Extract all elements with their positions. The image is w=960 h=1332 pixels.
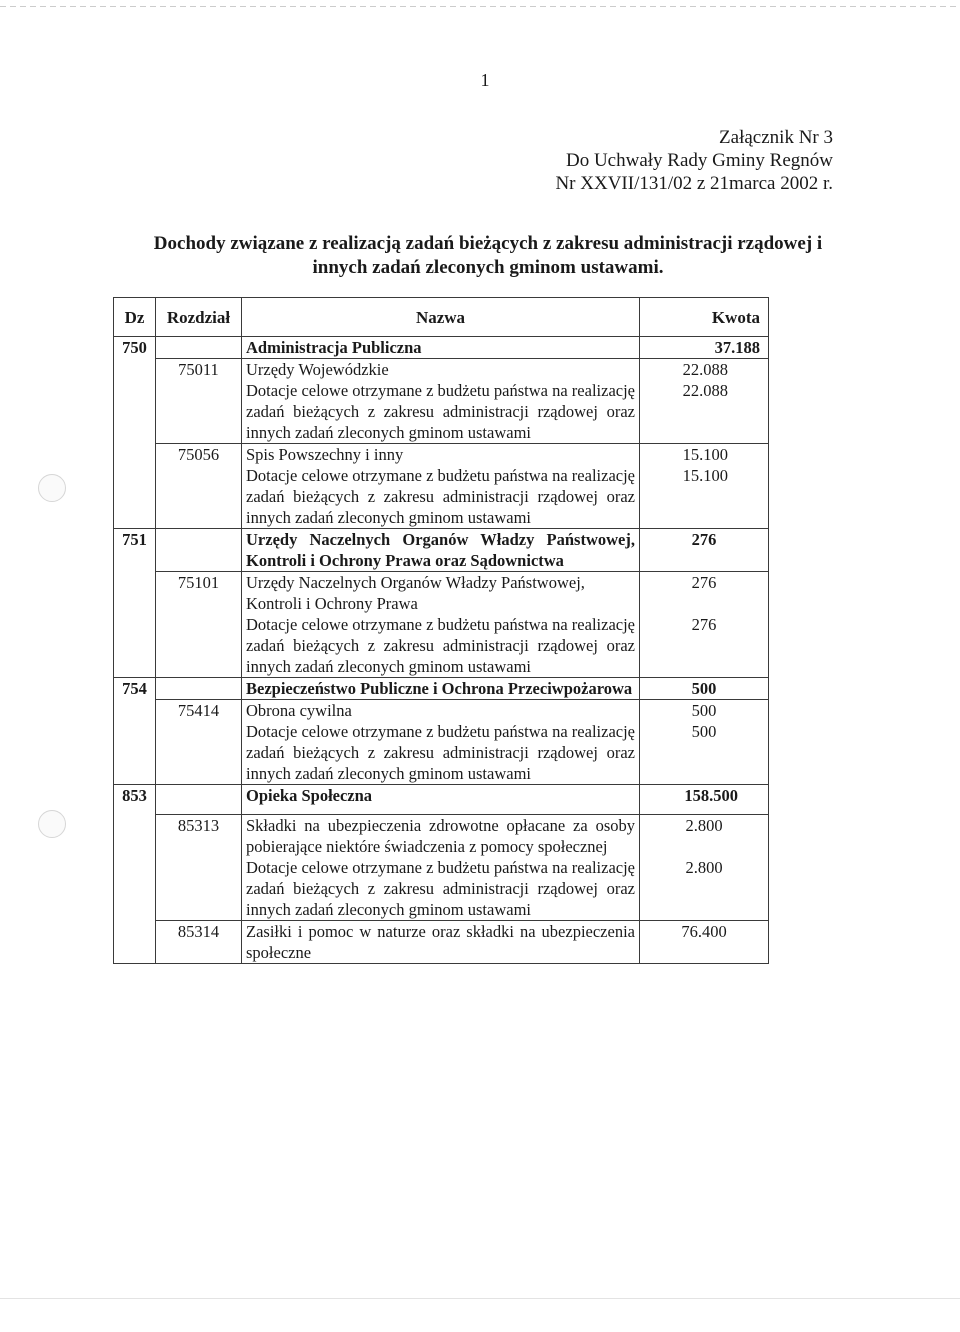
section-dz: 754 bbox=[114, 678, 156, 700]
subsection-row-75011 bbox=[114, 359, 769, 381]
rozdzial-empty bbox=[156, 721, 242, 785]
section-rozdzial-empty bbox=[156, 785, 242, 807]
nazwa-empty bbox=[242, 806, 640, 814]
dz-empty bbox=[114, 721, 156, 785]
rozdzial-empty bbox=[156, 806, 242, 814]
dotacje-text: Dotacje celowe otrzymane z budżetu państwa na realizację zadań bieżących z zakresu administracji rządowej oraz innych zadań zleconych gminom ustawami bbox=[242, 857, 640, 921]
sub-rozdzial: 75101 bbox=[156, 572, 242, 615]
header-kwota: Kwota bbox=[640, 298, 769, 337]
dotacje-text: Dotacje celowe otrzymane z budżetu państwa na realizację zadań bieżących z zakresu administracji rządowej oraz innych zadań zleconych gminom ustawami bbox=[242, 380, 640, 444]
dotacje-kwota: 2.800 bbox=[640, 857, 769, 921]
sub-nazwa: Obrona cywilna bbox=[242, 700, 640, 722]
rozdzial-empty bbox=[156, 614, 242, 678]
section-row-751 bbox=[114, 529, 769, 572]
sub-kwota: 22.088 bbox=[640, 359, 769, 381]
spacer-row bbox=[114, 806, 769, 814]
sub-nazwa: Zasiłki i pomoc w naturze oraz składki na ubezpieczenia społeczne bbox=[242, 920, 640, 963]
kwota-empty bbox=[640, 806, 769, 814]
sub-nazwa: Spis Powszechny i inny bbox=[242, 444, 640, 466]
rozdzial-empty bbox=[156, 380, 242, 444]
dz-empty bbox=[114, 806, 156, 814]
punch-hole-bottom bbox=[38, 810, 66, 838]
dz-empty bbox=[114, 572, 156, 615]
sub-rozdzial: 75011 bbox=[156, 359, 242, 381]
sub-rozdzial: 85314 bbox=[156, 920, 242, 963]
dotacje-row bbox=[114, 614, 769, 678]
sub-kwota: 15.100 bbox=[640, 444, 769, 466]
dz-empty bbox=[114, 857, 156, 921]
punch-hole-top bbox=[38, 474, 66, 502]
dz-empty bbox=[114, 359, 156, 381]
subsection-row-75414 bbox=[114, 700, 769, 722]
section-dz: 750 bbox=[114, 337, 156, 359]
section-rozdzial-empty bbox=[156, 337, 242, 359]
dotacje-kwota: 22.088 bbox=[640, 380, 769, 444]
dz-empty bbox=[114, 444, 156, 466]
attachment-line-2: Do Uchwały Rady Gminy Regnów bbox=[565, 150, 833, 171]
sub-rozdzial: 75056 bbox=[156, 444, 242, 466]
section-rozdzial-empty bbox=[156, 529, 242, 572]
dz-empty bbox=[114, 465, 156, 529]
dotacje-row bbox=[114, 721, 769, 785]
dotacje-kwota: 15.100 bbox=[640, 465, 769, 529]
section-dz: 853 bbox=[114, 785, 156, 807]
sub-rozdzial: 85313 bbox=[156, 814, 242, 857]
section-nazwa: Bezpieczeństwo Publiczne i Ochrona Przeciwpożarowa bbox=[242, 678, 640, 700]
rozdzial-empty bbox=[156, 857, 242, 921]
subsection-row-75101 bbox=[114, 572, 769, 615]
section-kwota: 500 bbox=[640, 678, 769, 700]
section-row-754 bbox=[114, 678, 769, 700]
header-dz: Dz bbox=[114, 298, 156, 337]
title-line-2: innych zadań zleconych gminom ustawami. bbox=[312, 257, 664, 278]
title-line-1: Dochody związane z realizacją zadań bieżących z zakresu administracji rządowej i bbox=[153, 233, 823, 254]
section-kwota: 276 bbox=[640, 529, 769, 572]
subsection-row-85313 bbox=[114, 814, 769, 857]
dotacje-text: Dotacje celowe otrzymane z budżetu państwa na realizację zadań bieżących z zakresu administracji rządowej oraz innych zadań zleconych gminom ustawami bbox=[242, 721, 640, 785]
dotacje-row bbox=[114, 380, 769, 444]
dotacje-text: Dotacje celowe otrzymane z budżetu państwa na realizację zadań bieżących z zakresu administracji rządowej oraz innych zadań zleconych gminom ustawami bbox=[242, 465, 640, 529]
table-header-row bbox=[114, 298, 769, 337]
section-nazwa: Urzędy Naczelnych Organów Władzy Państwowej, Kontroli i Ochrony Prawa oraz Sądownictwa bbox=[242, 529, 640, 572]
dz-empty bbox=[114, 614, 156, 678]
dotacje-text: Dotacje celowe otrzymane z budżetu państwa na realizację zadań bieżących z zakresu administracji rządowej oraz innych zadań zleconych gminom ustawami bbox=[242, 614, 640, 678]
dotacje-kwota: 500 bbox=[640, 721, 769, 785]
header-nazwa: Nazwa bbox=[242, 298, 640, 337]
subsection-row-85314 bbox=[114, 920, 769, 963]
dz-empty bbox=[114, 700, 156, 722]
dotacje-row bbox=[114, 857, 769, 921]
sub-kwota: 76.400 bbox=[640, 920, 769, 963]
section-nazwa: Administracja Publiczna bbox=[242, 337, 640, 359]
section-row-853 bbox=[114, 785, 769, 807]
dz-empty bbox=[114, 814, 156, 857]
sub-nazwa: Składki na ubezpieczenia zdrowotne opłacane za osoby pobierające niektóre świadczenia z pomocy społecznej bbox=[242, 814, 640, 857]
sub-rozdzial: 75414 bbox=[156, 700, 242, 722]
dotacje-row bbox=[114, 465, 769, 529]
subsection-row-75056 bbox=[114, 444, 769, 466]
page-number: 1 bbox=[480, 70, 490, 90]
dotacje-kwota: 276 bbox=[640, 614, 769, 678]
section-rozdzial-empty bbox=[156, 678, 242, 700]
sub-nazwa: Urzędy Naczelnych Organów Władzy Państwowej, Kontroli i Ochrony Prawa bbox=[242, 572, 640, 615]
page-top-edge bbox=[0, 6, 960, 7]
sub-kwota: 276 bbox=[640, 572, 769, 615]
rozdzial-empty bbox=[156, 465, 242, 529]
sub-kwota: 2.800 bbox=[640, 814, 769, 857]
attachment-header bbox=[555, 126, 833, 195]
dz-empty bbox=[114, 380, 156, 444]
attachment-line-1: Załącznik Nr 3 bbox=[719, 127, 833, 148]
attachment-line-3: Nr XXVII/131/02 z 21marca 2002 r. bbox=[555, 173, 833, 194]
document-title bbox=[120, 232, 856, 280]
section-kwota: 158.500 bbox=[640, 785, 769, 807]
budget-table bbox=[113, 297, 769, 964]
sub-kwota: 500 bbox=[640, 700, 769, 722]
section-kwota: 37.188 bbox=[640, 337, 769, 359]
section-dz: 751 bbox=[114, 529, 156, 572]
section-row-750 bbox=[114, 337, 769, 359]
dz-empty bbox=[114, 920, 156, 963]
sub-nazwa: Urzędy Wojewódzkie bbox=[242, 359, 640, 381]
page-bottom-edge bbox=[0, 1298, 960, 1299]
section-nazwa: Opieka Społeczna bbox=[242, 785, 640, 807]
header-rozdzial: Rozdział bbox=[156, 298, 242, 337]
